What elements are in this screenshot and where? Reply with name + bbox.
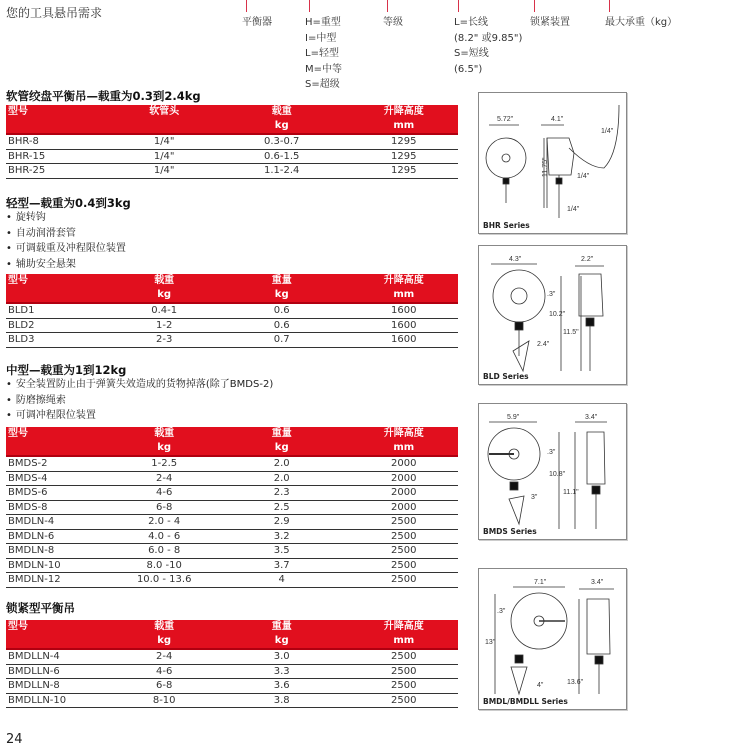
model-cell: BMDLN-6: [6, 529, 114, 544]
value-cell: 4: [214, 573, 350, 588]
model-cell: BLD2: [6, 318, 114, 333]
column-header: 升降高度: [383, 106, 424, 117]
tick-marker-icon: [534, 0, 535, 12]
value-cell: 2000: [350, 500, 459, 515]
model-cell: BMDLN-12: [6, 573, 114, 588]
diagram-caption: BMDS Series: [483, 527, 537, 536]
table-row: [6, 649, 458, 664]
svg-text:5.9": 5.9": [507, 414, 520, 421]
model-cell: BMDLLN-4: [6, 649, 114, 664]
column-unit: kg: [274, 635, 289, 646]
column-header: 型号: [8, 106, 28, 117]
value-cell: 3.0: [214, 649, 350, 664]
column-header: 型号: [8, 621, 28, 632]
bmdl-balancer-drawing-icon: [479, 569, 626, 709]
column-header: 载重: [154, 428, 175, 439]
svg-text:4.3": 4.3": [509, 256, 522, 263]
svg-text:13.6": 13.6": [567, 679, 584, 686]
column-header: 重量: [271, 428, 292, 439]
column-header: 软管头: [149, 106, 180, 117]
page-number: 24: [6, 732, 23, 747]
svg-text:3": 3": [531, 494, 538, 501]
table-row: [6, 500, 458, 515]
svg-text:.3": .3": [547, 449, 556, 456]
bld-balancer-drawing-icon: [479, 246, 626, 384]
svg-text:1/4": 1/4": [567, 206, 580, 213]
value-cell: 2500: [350, 664, 459, 679]
value-cell: 1295: [350, 149, 459, 164]
section-title-light: 轻型—载重为0.4到3kg: [6, 196, 131, 210]
spec-table-locking: [6, 620, 458, 708]
value-cell: 2000: [350, 471, 459, 486]
value-cell: 3.6: [214, 679, 350, 694]
feature-bullet: • 可调载重及冲程限位装置: [6, 241, 126, 257]
value-cell: 2500: [350, 544, 459, 559]
svg-text:11.75": 11.75": [542, 157, 549, 177]
value-cell: 1/4": [114, 134, 213, 149]
value-cell: 2.0: [214, 456, 350, 471]
value-cell: 8.0 -10: [114, 558, 213, 573]
table-row: [6, 303, 458, 318]
value-cell: 6-8: [114, 679, 213, 694]
column-header: 重量: [271, 275, 292, 286]
svg-text:.3": .3": [547, 291, 556, 298]
svg-text:.3": .3": [497, 608, 506, 615]
svg-text:1/4": 1/4": [601, 128, 614, 135]
value-cell: 6.0 - 8: [114, 544, 213, 559]
model-cell: BMDLN-4: [6, 515, 114, 530]
column-unit: kg: [274, 289, 289, 300]
column-header: 升降高度: [383, 428, 424, 439]
svg-text:4": 4": [537, 682, 544, 689]
feature-bullet: • 旋转钩: [6, 210, 126, 226]
column-unit: kg: [274, 120, 289, 131]
value-cell: 2500: [350, 573, 459, 588]
value-cell: 6-8: [114, 500, 213, 515]
diagram-bmdl-bmdll-series: [478, 568, 627, 710]
value-cell: 2500: [350, 529, 459, 544]
page-intro-title: 您的工具悬吊需求: [6, 6, 103, 20]
code-column-label: L=长线 (8.2" 或9.85") S=短线 (6.5"): [454, 17, 523, 75]
model-cell: BMDS-8: [6, 500, 114, 515]
value-cell: 10.0 - 13.6: [114, 573, 213, 588]
bmds-balancer-drawing-icon: [479, 404, 626, 539]
tick-marker-icon: [458, 0, 459, 12]
column-unit: [114, 119, 213, 134]
svg-text:11.5": 11.5": [563, 329, 579, 336]
column-header: 型号: [8, 275, 28, 286]
section-title-locking: 锁紧型平衡吊: [6, 601, 75, 615]
model-cell: BLD1: [6, 303, 114, 318]
table-row: [6, 486, 458, 501]
value-cell: 2.0 - 4: [114, 515, 213, 530]
model-cell: BHR-15: [6, 149, 114, 164]
code-column-label: 最大承重（kg）: [605, 17, 678, 28]
table-row: [6, 456, 458, 471]
feature-list-medium: [6, 377, 273, 424]
diagram-bld-series: [478, 245, 627, 385]
value-cell: 3.5: [214, 544, 350, 559]
column-header: 载重: [154, 275, 175, 286]
svg-text:5.72": 5.72": [497, 116, 514, 123]
code-column-label: H=重型 I=中型 L=轻型 M=中等 S=超级: [305, 17, 343, 90]
value-cell: 0.3-0.7: [214, 134, 350, 149]
table-row: [6, 333, 458, 348]
table-row: [6, 558, 458, 573]
value-cell: 3.2: [214, 529, 350, 544]
svg-text:1/4": 1/4": [577, 173, 590, 180]
value-cell: 1-2.5: [114, 456, 213, 471]
value-cell: 3.3: [214, 664, 350, 679]
table-row: [6, 471, 458, 486]
column-unit: [6, 441, 114, 456]
svg-text:2.4": 2.4": [537, 341, 550, 348]
column-unit: [6, 288, 114, 303]
bhr-balancer-drawing-icon: [479, 93, 626, 233]
table-row: [6, 664, 458, 679]
value-cell: 2-3: [114, 333, 213, 348]
tick-marker-icon: [387, 0, 388, 12]
value-cell: 2500: [350, 515, 459, 530]
table-row: [6, 515, 458, 530]
value-cell: 0.7: [214, 333, 350, 348]
spec-table-medium: [6, 427, 458, 588]
model-cell: BMDS-4: [6, 471, 114, 486]
tick-marker-icon: [609, 0, 610, 12]
table-row: [6, 544, 458, 559]
value-cell: 4-6: [114, 486, 213, 501]
feature-bullet: • 防磨擦绳索: [6, 393, 273, 409]
value-cell: 1-2: [114, 318, 213, 333]
code-column-label: 等级: [383, 17, 403, 28]
column-unit: kg: [157, 635, 172, 646]
column-unit: mm: [393, 635, 415, 646]
column-unit: kg: [157, 442, 172, 453]
tick-marker-icon: [309, 0, 310, 12]
column-unit: kg: [157, 289, 172, 300]
value-cell: 2000: [350, 486, 459, 501]
code-column-label: 平衡器: [242, 17, 272, 28]
model-cell: BMDS-6: [6, 486, 114, 501]
model-cell: BHR-8: [6, 134, 114, 149]
table-row: [6, 529, 458, 544]
value-cell: 2500: [350, 649, 459, 664]
svg-text:3.4": 3.4": [585, 414, 598, 421]
feature-bullet: • 可调冲程限位装置: [6, 408, 273, 424]
feature-bullet: • 自动润滑套管: [6, 226, 126, 242]
feature-bullet: • 辅助安全悬架: [6, 257, 126, 273]
diagram-caption: BLD Series: [483, 372, 529, 381]
svg-text:13": 13": [485, 639, 496, 646]
value-cell: 1600: [350, 303, 459, 318]
value-cell: 2.0: [214, 471, 350, 486]
value-cell: 2000: [350, 456, 459, 471]
value-cell: 2.9: [214, 515, 350, 530]
column-unit: [6, 119, 114, 134]
value-cell: 4.0 - 6: [114, 529, 213, 544]
value-cell: 4-6: [114, 664, 213, 679]
column-header: 升降高度: [383, 621, 424, 632]
column-unit: kg: [274, 442, 289, 453]
value-cell: 1295: [350, 164, 459, 179]
column-header: 载重: [271, 106, 292, 117]
section-title-hose-reel: 软管绞盘平衡吊—载重为0.3到2.4kg: [6, 89, 201, 103]
code-column-label: 锁紧装置: [530, 17, 570, 28]
value-cell: 3.8: [214, 693, 350, 708]
model-cell: BMDLN-10: [6, 558, 114, 573]
model-cell: BMDLN-8: [6, 544, 114, 559]
feature-bullet: • 安全装置防止由于弹簧失效造成的货物掉落(除了BMDS-2): [6, 377, 273, 393]
value-cell: 1600: [350, 333, 459, 348]
model-cell: BMDLLN-8: [6, 679, 114, 694]
value-cell: 2500: [350, 679, 459, 694]
svg-text:10.2": 10.2": [549, 311, 566, 318]
model-cell: BHR-25: [6, 164, 114, 179]
table-row: [6, 679, 458, 694]
table-row: [6, 134, 458, 149]
value-cell: 0.6: [214, 318, 350, 333]
svg-text:11.1": 11.1": [563, 489, 579, 496]
column-unit: mm: [393, 442, 415, 453]
value-cell: 1600: [350, 318, 459, 333]
column-header: 型号: [8, 428, 28, 439]
column-unit: mm: [393, 289, 415, 300]
table-row: [6, 573, 458, 588]
diagram-caption: BHR Series: [483, 221, 530, 230]
spec-table-hose-reel: [6, 105, 458, 179]
value-cell: 1/4": [114, 164, 213, 179]
model-cell: BMDS-2: [6, 456, 114, 471]
value-cell: 2.5: [214, 500, 350, 515]
svg-text:4.1": 4.1": [551, 116, 564, 123]
table-row: [6, 164, 458, 179]
value-cell: 1295: [350, 134, 459, 149]
value-cell: 2500: [350, 693, 459, 708]
diagram-bhr-series: [478, 92, 627, 234]
spec-table-light: [6, 274, 458, 348]
value-cell: 2-4: [114, 649, 213, 664]
model-cell: BLD3: [6, 333, 114, 348]
value-cell: 8-10: [114, 693, 213, 708]
column-header: 升降高度: [383, 275, 424, 286]
value-cell: 1/4": [114, 149, 213, 164]
svg-text:7.1": 7.1": [534, 579, 547, 586]
value-cell: 2-4: [114, 471, 213, 486]
value-cell: 2500: [350, 558, 459, 573]
diagram-caption: BMDL/BMDLL Series: [483, 697, 568, 706]
value-cell: 0.6: [214, 303, 350, 318]
feature-list-light: [6, 210, 126, 272]
table-row: [6, 693, 458, 708]
table-row: [6, 318, 458, 333]
column-header: 重量: [271, 621, 292, 632]
model-cell: BMDLLN-6: [6, 664, 114, 679]
section-title-medium: 中型—载重为1到12kg: [6, 363, 127, 377]
column-header: 载重: [154, 621, 175, 632]
table-row: [6, 149, 458, 164]
column-unit: [6, 634, 114, 649]
value-cell: 0.4-1: [114, 303, 213, 318]
value-cell: 0.6-1.5: [214, 149, 350, 164]
value-cell: 1.1-2.4: [214, 164, 350, 179]
svg-text:2.2": 2.2": [581, 256, 594, 263]
svg-text:3.4": 3.4": [591, 579, 604, 586]
model-cell: BMDLLN-10: [6, 693, 114, 708]
diagram-bmds-series: [478, 403, 627, 540]
value-cell: 3.7: [214, 558, 350, 573]
value-cell: 2.3: [214, 486, 350, 501]
column-unit: mm: [393, 120, 415, 131]
svg-text:10.8": 10.8": [549, 471, 566, 478]
tick-marker-icon: [246, 0, 247, 12]
